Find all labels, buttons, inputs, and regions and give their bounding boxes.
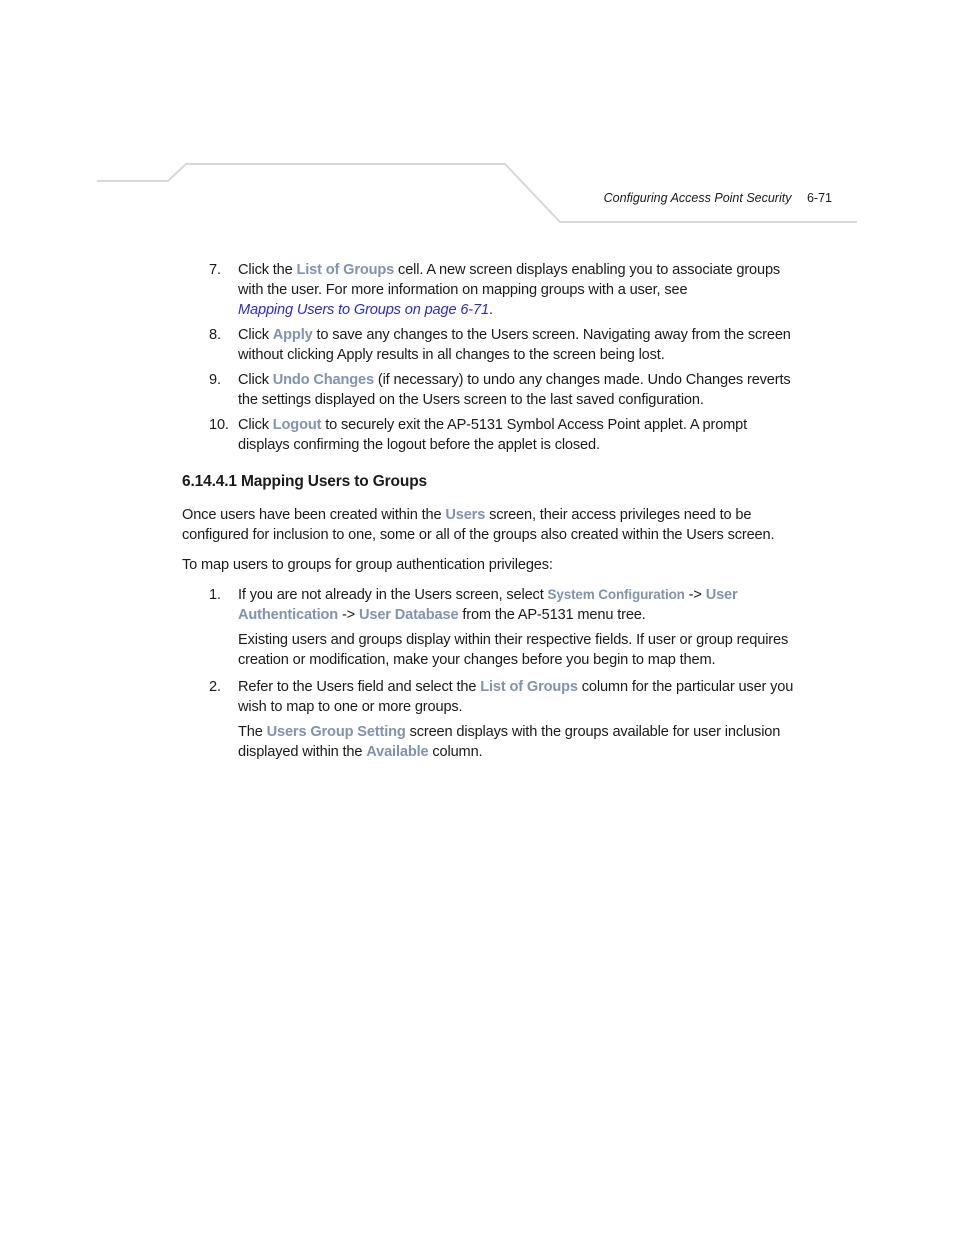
section-heading: 6.14.4.1 Mapping Users to Groups xyxy=(182,473,427,490)
section-title: Configuring Access Point Security xyxy=(603,191,792,205)
step-7 xyxy=(182,260,802,320)
step-number: 2. xyxy=(209,679,221,695)
ui-apply: Apply xyxy=(272,327,313,343)
step-text: cell. A new screen displays enabling you to associate groups with the user. For more information on mapping groups with a user, see xyxy=(238,262,781,298)
step-number: 7. xyxy=(209,262,221,278)
step-number: 8. xyxy=(209,327,221,343)
step-text: from the AP-5131 menu tree. xyxy=(458,607,646,623)
step-text: If you are not already in the Users screen, select xyxy=(238,587,548,603)
intro-paragraph xyxy=(182,505,802,545)
para-text: screen displays with the groups available for user inclusion displayed within the xyxy=(238,724,781,760)
step-number: 1. xyxy=(209,587,221,603)
step-text: Refer to the Users field and select the xyxy=(238,679,481,695)
step-9 xyxy=(182,370,802,410)
step-1-note: Existing users and groups display within their respective fields. If user or group requires creation or modification, make your changes before you begin to map them. xyxy=(238,632,789,668)
ui-user-authentication: User Authentication xyxy=(238,587,738,623)
step-text: column for the particular user you wish to map to one or more groups. xyxy=(238,679,794,715)
page-body xyxy=(182,260,802,769)
para-text: column. xyxy=(428,744,483,760)
step-number: 10. xyxy=(209,417,229,433)
step-text: to save any changes to the Users screen. Navigating away from the screen without clicking Apply results in all changes to the screen being lost. xyxy=(238,327,791,363)
running-header xyxy=(560,191,832,205)
step-text: Click xyxy=(238,372,273,388)
para-text: The xyxy=(238,724,267,740)
step-text: (if necessary) to undo any changes made. Undo Changes reverts the settings displayed on the Users screen to the last saved configuration. xyxy=(238,372,791,408)
cross-reference-link[interactable]: Mapping Users to Groups on page 6-71 xyxy=(238,302,489,318)
ui-undo-changes: Undo Changes xyxy=(272,372,374,388)
step-text: Click xyxy=(238,327,273,343)
page-number: 6-71 xyxy=(806,191,832,205)
ui-users-group-setting: Users Group Setting xyxy=(266,724,406,740)
arrow-text: -> xyxy=(684,587,706,603)
ui-list-of-groups: List of Groups xyxy=(480,679,578,695)
ui-system-configuration: System Configuration xyxy=(547,587,685,602)
step-number: 9. xyxy=(209,372,221,388)
lead-paragraph: To map users to groups for group authentication privileges: xyxy=(182,557,553,573)
ui-logout: Logout xyxy=(272,417,322,433)
step-2-note xyxy=(182,722,802,762)
ui-available: Available xyxy=(366,744,429,760)
ui-user-database: User Database xyxy=(358,607,459,623)
step-text: to securely exit the AP-5131 Symbol Access Point applet. A prompt displays confirming the logout before the applet is closed. xyxy=(238,417,748,453)
step-text: Click xyxy=(238,417,273,433)
step-8 xyxy=(182,325,802,365)
step-text: Click the xyxy=(238,262,297,278)
step-1 xyxy=(182,585,802,625)
ui-list-of-groups: List of Groups xyxy=(296,262,395,278)
step-10 xyxy=(182,415,802,455)
step-2 xyxy=(182,677,802,717)
step-text: . xyxy=(488,302,493,318)
para-text: Once users have been created within the xyxy=(182,507,446,523)
arrow-text: -> xyxy=(338,607,359,623)
para-text: screen, their access privileges need to be configured for inclusion to one, some or all of the groups also created within the Users screen. xyxy=(182,507,775,543)
ui-users: Users xyxy=(445,507,486,523)
